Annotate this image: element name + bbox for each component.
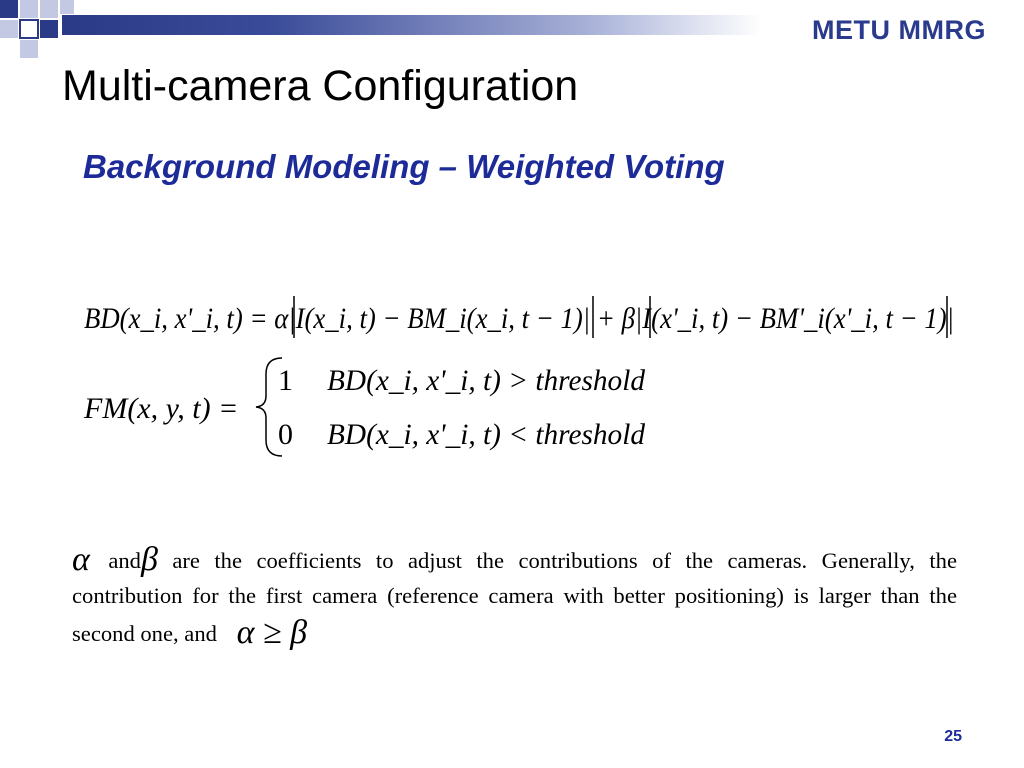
- page-number: 25: [944, 728, 962, 745]
- alpha-geq-beta: α ≥ β: [236, 614, 308, 651]
- bd-equation-text: BD(x_i, x'_i, t) = α|I(x_i, t) − BM_i(x_i, t − 1)| + β|I(x'_i, t) − BM'_i(x'_i, t − 1)|: [84, 302, 954, 335]
- logo-text: METU MMRG: [812, 15, 986, 45]
- fm-case1-condition: BD(x_i, x'_i, t) > threshold: [327, 364, 646, 397]
- decor-square: [20, 40, 38, 58]
- fm-case2-condition: BD(x_i, x'_i, t) < threshold: [327, 418, 646, 451]
- bd-equation: [0, 286, 1024, 346]
- fm-case1-value: 1: [278, 364, 293, 397]
- header-gradient-bar: [62, 15, 762, 35]
- decor-square: [20, 20, 38, 38]
- decor-square: [40, 0, 58, 18]
- and-word: and: [108, 548, 141, 573]
- fm-equation: [0, 352, 1024, 462]
- decor-square: [0, 20, 18, 38]
- fm-lhs: FM(x, y, t) =: [84, 392, 239, 425]
- fm-case2-value: 0: [278, 418, 293, 451]
- beta-symbol: β: [140, 541, 158, 578]
- decor-square: [0, 0, 18, 18]
- decor-square: [20, 0, 38, 18]
- decor-square: [40, 20, 58, 38]
- coefficient-explanation: [72, 540, 957, 651]
- decor-square: [60, 0, 74, 14]
- slide-subtitle: Background Modeling – Weighted Voting: [83, 148, 725, 185]
- alpha-symbol: α: [72, 541, 90, 578]
- slide-title: Multi-camera Configuration: [62, 62, 579, 110]
- explanation-text: are the coefficients to adjust the contributions of the cameras. Generally, the contribution for the first camera (reference camera with better positioning) is larger than the second one, and: [72, 548, 957, 646]
